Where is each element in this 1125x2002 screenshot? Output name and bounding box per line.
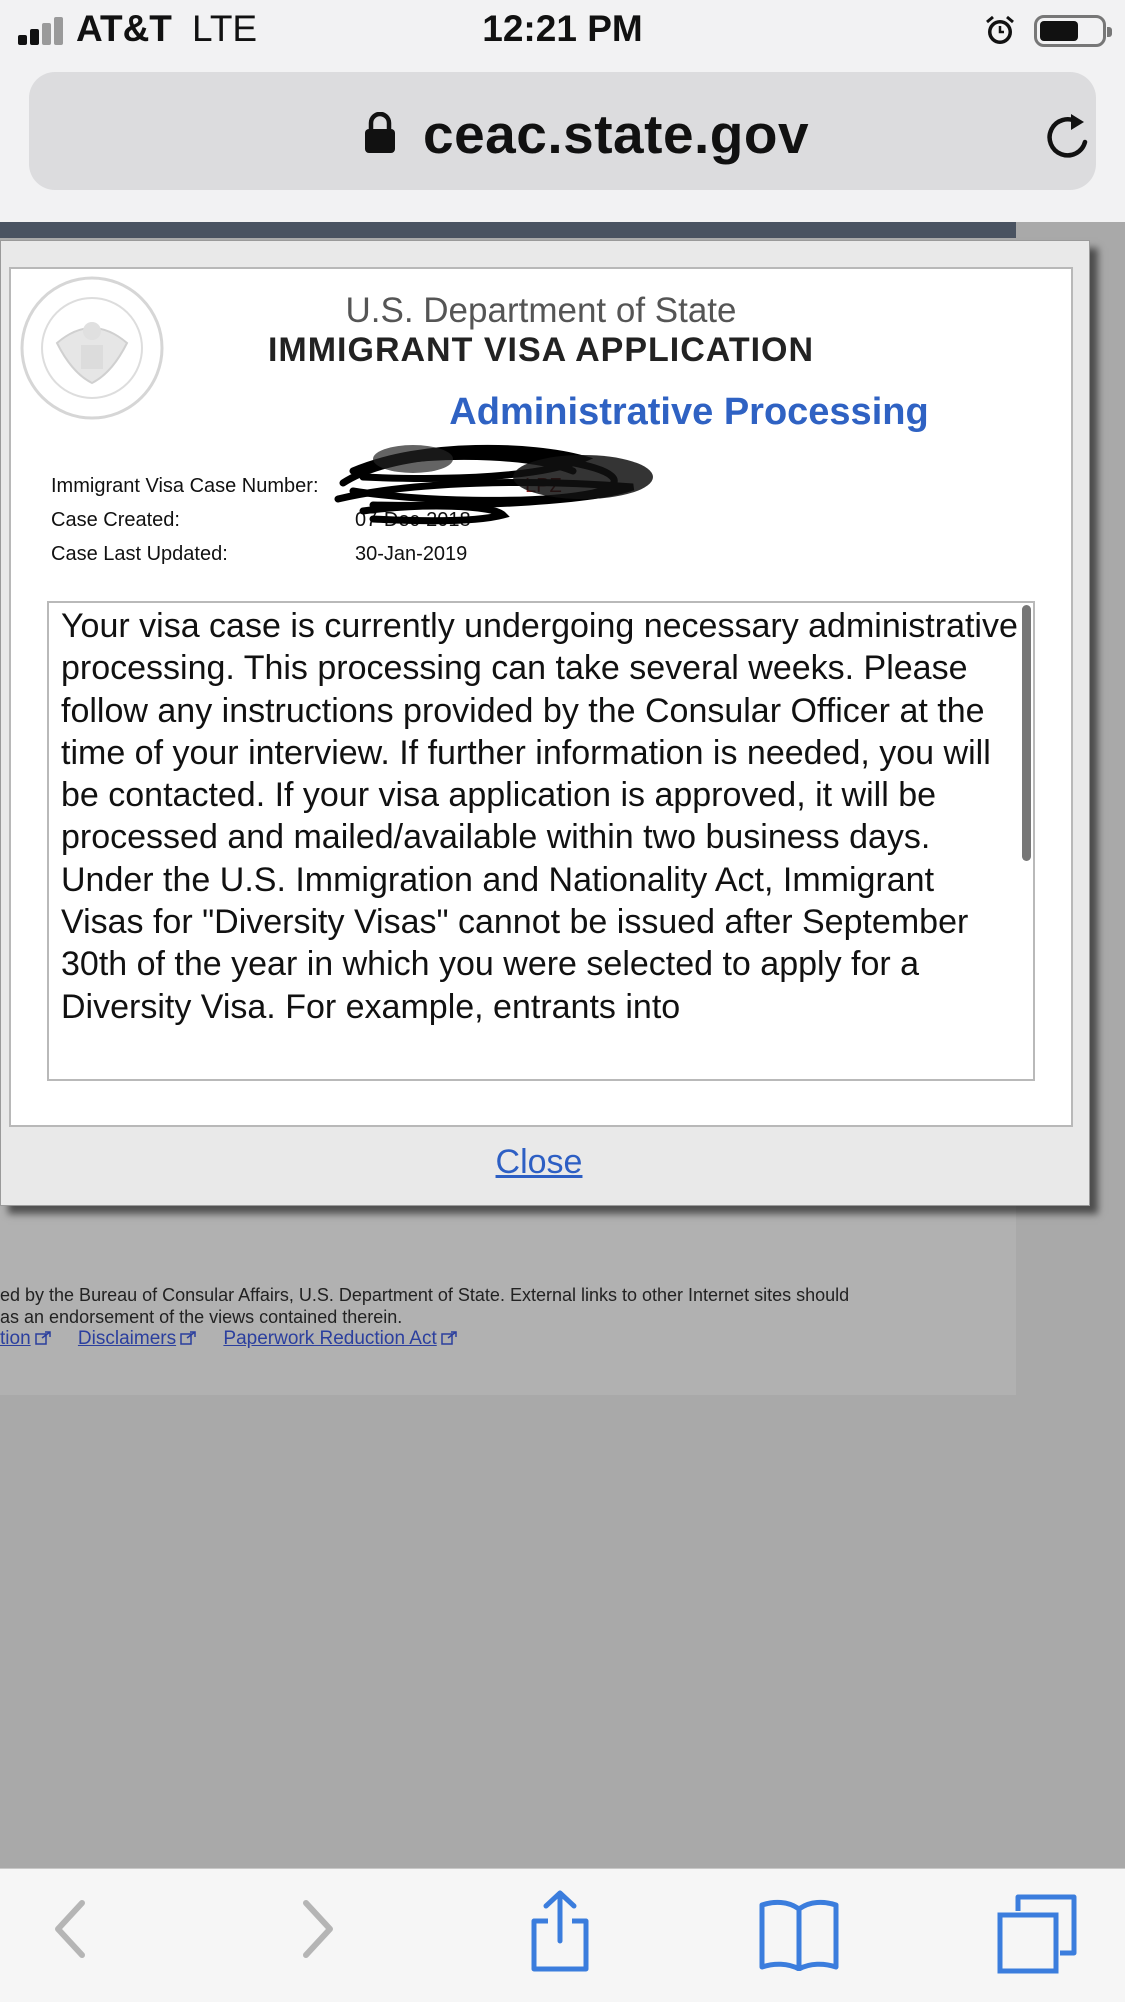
back-arrow-icon[interactable] <box>48 1897 92 1961</box>
close-button[interactable]: Close <box>495 1143 583 1181</box>
footer-line-1: ed by the Bureau of Consular Affairs, U.S. Department of State. External links to other Internet sites should <box>0 1285 850 1305</box>
department-name: U.S. Department of State <box>345 291 737 330</box>
forward-arrow-icon[interactable] <box>296 1897 340 1961</box>
case-number-row <box>51 475 319 498</box>
application-title: IMMIGRANT VISA APPLICATION <box>267 331 815 369</box>
external-link-icon <box>35 1331 51 1345</box>
alarm-icon <box>984 14 1016 46</box>
modal-content <box>9 267 1073 1127</box>
external-link-icon <box>441 1331 457 1345</box>
address-bar[interactable] <box>29 72 1096 190</box>
bookmarks-icon[interactable] <box>758 1897 840 1971</box>
battery-icon <box>1034 15 1106 47</box>
tabs-icon[interactable] <box>996 1893 1078 1975</box>
share-icon[interactable] <box>528 1889 592 1973</box>
footer-line-2: as an endorsement of the views contained therein. <box>0 1307 403 1327</box>
case-updated-row <box>51 543 468 566</box>
status-bar <box>0 0 1125 62</box>
carrier-name: AT&T <box>76 8 172 49</box>
message-scrollbar[interactable] <box>1022 605 1031 861</box>
external-link-icon <box>180 1331 196 1345</box>
status-message: Your visa case is currently undergoing necessary administrative processing. This processing can take several weeks. Please follow any instructions provided by the Consular Officer at the time of your interview. If further information is needed, you will be contacted. If your visa application is approved, it will be processed and mailed/available within two business days. Under the U.S. Immigration and Nationality Act, Immigrant Visas for "Diversity Visas" cannot be issued after September 30th of the year in which you were selected to apply for a Diversity Visa. For example, entrants into <box>61 607 1018 1026</box>
url-text[interactable]: ceac.state.gov <box>423 103 810 165</box>
case-number-label: Immigrant Visa Case Number: <box>51 475 319 497</box>
reload-icon[interactable] <box>1041 110 1097 166</box>
case-updated-value: 30-Jan-2019 <box>355 543 468 565</box>
lock-icon <box>363 112 397 154</box>
page-header-strip <box>0 222 1016 238</box>
case-created-label: Case Created: <box>51 509 180 531</box>
case-updated-label: Case Last Updated: <box>51 543 228 565</box>
status-time: 12:21 PM <box>482 8 643 49</box>
network-type: LTE <box>192 8 258 49</box>
footer-links <box>0 1328 479 1350</box>
case-created-value: 07-Dec-2018 <box>355 509 471 531</box>
footer-link-accessibility[interactable]: tion <box>0 1328 51 1349</box>
status-message-box[interactable] <box>47 601 1035 1081</box>
case-status-title: Administrative Processing <box>449 391 929 433</box>
footer-link-disclaimers[interactable]: Disclaimers <box>78 1328 196 1349</box>
footer-link-paperwork-reduction-act[interactable]: Paperwork Reduction Act <box>223 1328 456 1349</box>
redaction-scribble <box>333 431 673 541</box>
case-created-row <box>51 509 471 532</box>
browser-header <box>0 62 1125 222</box>
browser-toolbar <box>0 1868 1125 2002</box>
status-modal <box>0 240 1090 1206</box>
footer-text <box>0 1284 1000 1328</box>
